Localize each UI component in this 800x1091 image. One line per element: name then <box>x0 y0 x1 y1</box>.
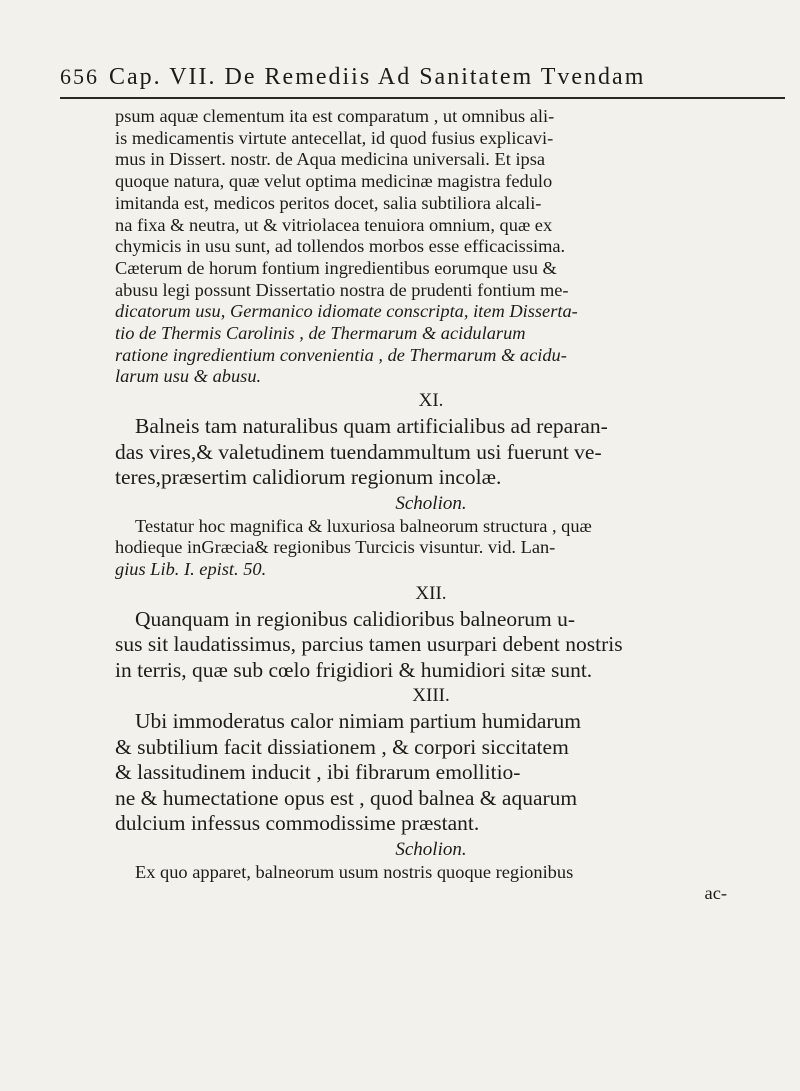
scholion-heading: Scholion. <box>395 838 467 860</box>
scholion-heading: Scholion. <box>395 492 467 514</box>
section-number-xii: XII. <box>415 582 447 604</box>
text-line: das vires,& valetudinem tuendammultum usi fuerunt ve- <box>115 439 602 464</box>
text-line: hodieque inGræcia& regionibus Turcicis visuntur. vid. Lan- <box>115 537 556 558</box>
scholion-paragraph <box>115 862 747 905</box>
section-number-xi: XI. <box>418 390 444 412</box>
paragraph-xii <box>115 607 747 684</box>
text-line: in terris, quæ sub cœlo frigidiori & humidiori sitæ sunt. <box>115 657 593 682</box>
main-text <box>115 106 747 905</box>
page-number: 656 <box>60 64 99 89</box>
text-line: na fixa & neutra, ut & vitriolacea tenuiora omnium, quæ ex <box>115 214 553 235</box>
text-line: larum usu & abusu. <box>115 366 262 387</box>
text-line: quoque natura, quæ velut optima medicinæ magistra fedulo <box>115 171 553 192</box>
paragraph-xi <box>115 414 747 491</box>
header-rule <box>60 97 785 99</box>
catchword: ac- <box>704 883 727 904</box>
text-line: ratione ingredientium convenientia , de Thermarum & acidu- <box>115 344 567 365</box>
text-line: is medicamentis virtute antecellat, id quod fusius explicavi- <box>115 127 554 148</box>
text-line: ne & humectatione opus est , quod balnea & aquarum <box>115 785 578 810</box>
paragraph-intro <box>115 106 747 388</box>
text-line: Ubi immoderatus calor nimiam partium humidarum <box>135 709 582 734</box>
text-line: Testatur hoc magnifica & luxuriosa balneorum structura , quæ <box>135 515 592 536</box>
section-number-xiii: XIII. <box>412 685 450 707</box>
text-line: mus in Dissert. nostr. de Aqua medicina universali. Et ipsa <box>115 149 546 170</box>
text-line: tio de Thermis Carolinis , de Thermarum & acidularum <box>115 323 526 344</box>
text-line: dulcium infessus commodissime præstant. <box>115 811 480 836</box>
text-line: Balneis tam naturalibus quam artificialibus ad reparan- <box>135 414 608 439</box>
paragraph-xiii <box>115 709 747 837</box>
running-title: Cap. VII. De Remediis Ad Sanitatem Tvendam <box>109 64 646 90</box>
text-line: dicatorum usu, Germanico idiomate conscripta, item Disserta- <box>115 301 578 322</box>
running-header <box>60 64 785 98</box>
text-line: teres,præsertim calidiorum regionum incolæ. <box>115 465 502 490</box>
text-line: sus sit laudatissimus, parcius tamen usurpari debent nostris <box>115 632 623 657</box>
text-line: Quanquam in regionibus calidioribus balneorum u- <box>135 606 576 631</box>
text-line: Ex quo apparet, balneorum usum nostris quoque regionibus <box>135 861 574 882</box>
text-line: gius Lib. I. epist. 50. <box>115 559 267 580</box>
text-line: imitanda est, medicos peritos docet, salia subtiliora alcali- <box>115 192 542 213</box>
scholion-paragraph <box>115 516 747 581</box>
text-line: abusu legi possunt Dissertatio nostra de prudenti fontium me- <box>115 279 569 300</box>
text-line: Cæterum de horum fontium ingredientibus eorumque usu & <box>115 257 557 278</box>
text-line: & subtilium facit dissiationem , & corpori siccitatem <box>115 734 569 759</box>
text-line: chymicis in usu sunt, ad tollendos morbos esse efficacissima. <box>115 236 566 257</box>
text-line: psum aquæ clementum ita est comparatum , ut omnibus ali- <box>115 106 555 126</box>
text-line: & lassitudinem inducit , ibi fibrarum emollitio- <box>115 760 521 785</box>
